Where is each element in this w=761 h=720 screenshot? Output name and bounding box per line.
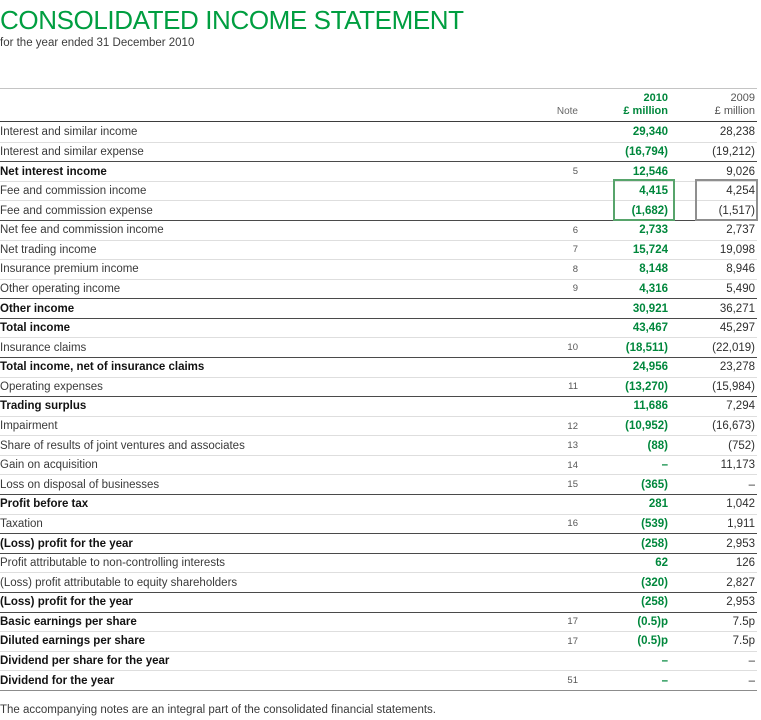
row-label: Insurance premium income [0,263,139,276]
table-row [0,533,757,553]
value-2010-cell: (258) [641,596,668,609]
table-row [0,200,757,220]
note-cell: 13 [567,440,578,452]
row-label: Gain on acquisition [0,459,98,472]
page-title: CONSOLIDATED INCOME STATEMENT [0,5,464,35]
row-label: Net fee and commission income [0,224,164,237]
row-label: Operating expenses [0,380,103,393]
table-row [0,514,757,534]
row-label: Diluted earnings per share [0,635,146,648]
table-row [0,494,757,514]
table-row [0,631,757,651]
row-label: (Loss) profit attributable to equity shareholders [0,576,238,589]
row-label: Interest and similar income [0,125,138,138]
note-cell: 10 [567,342,578,354]
table-row [0,474,757,494]
row-label: Share of results of joint ventures and associates [0,439,245,452]
value-2010-cell: (88) [647,439,668,452]
table-row [0,357,757,377]
value-2009-cell: 2,953 [726,596,755,609]
note-cell: 5 [572,166,578,178]
value-2010-cell: 4,415 [639,185,668,198]
value-2009-cell: 1,911 [727,517,755,530]
value-2009-cell: (752) [728,439,755,452]
value-2009-cell: – [748,674,755,687]
value-2010-cell: 62 [655,557,668,570]
value-2009-cell: 36,271 [719,302,755,315]
value-2010-cell: 30,921 [632,302,668,315]
value-2010-cell: – [661,459,668,472]
value-2009-cell: 7.5p [732,615,755,628]
value-2009-cell: 8,946 [726,263,755,276]
header-2010 [580,92,670,118]
row-label: Total income [0,322,71,335]
header-2009 [670,92,757,118]
value-2010-cell: 11,686 [633,400,668,413]
value-2009-cell: 2,737 [726,224,755,237]
row-label: (Loss) profit for the year [0,596,133,609]
table-row [0,181,757,201]
value-2010-cell: (16,794) [625,145,668,158]
table-body [0,122,757,691]
table-row [0,161,757,181]
row-label: Insurance claims [0,341,87,354]
value-2010-cell: 29,340 [632,125,668,138]
value-2009-cell: 2,827 [726,576,755,589]
document-header [0,0,761,49]
value-2009-cell: 126 [735,557,755,570]
value-2010-cell: (320) [641,576,668,589]
value-2009-cell: 45,297 [719,322,755,335]
value-2009-cell: 28,238 [719,125,755,138]
value-2009-cell: 11,173 [720,459,755,472]
value-2009-cell: (15,984) [712,380,755,393]
row-label: Net trading income [0,243,97,256]
value-2010-cell: (10,952) [625,420,668,433]
value-2009-cell: (16,673) [712,420,755,433]
row-label: Trading surplus [0,400,87,413]
table-row [0,670,757,690]
note-cell: 15 [567,479,578,491]
value-2010-cell: 43,467 [632,322,668,335]
row-label: Dividend for the year [0,674,115,687]
value-2010-cell: – [661,654,668,667]
value-2010-cell: 2,733 [639,224,668,237]
table-row [0,142,757,162]
table-row [0,612,757,632]
row-label: (Loss) profit for the year [0,537,133,550]
note-cell: 14 [567,459,578,471]
row-label: Profit before tax [0,498,89,511]
value-2009-cell: (1,517) [718,204,755,217]
table-row [0,337,757,357]
row-label: Interest and similar expense [0,145,144,158]
table-row [0,572,757,592]
note-cell: 12 [567,420,578,432]
row-label: Taxation [0,517,43,530]
row-label: Fee and commission income [0,185,147,198]
value-2009-cell: 2,953 [726,537,755,550]
row-label: Loss on disposal of businesses [0,478,160,491]
value-2010-cell: (0.5)p [637,635,668,648]
header-2009-year: 2009 [730,92,755,105]
note-cell: 51 [567,675,578,687]
footnote: The accompanying notes are an integral part of the consolidated financial statements. [0,703,436,716]
note-cell: 7 [572,244,578,256]
row-label: Dividend per share for the year [0,654,170,667]
row-label: Impairment [0,420,58,433]
value-2010-cell: 24,956 [632,361,668,374]
note-cell: 11 [568,381,578,393]
table-row [0,318,757,338]
header-2009-unit: £ million [714,105,755,118]
income-statement-table [0,88,757,691]
table-row [0,416,757,436]
table-row [0,279,757,299]
value-2010-cell: 281 [648,498,668,511]
value-2010-cell: (539) [641,517,668,530]
table-row [0,592,757,612]
note-cell: 8 [572,263,578,275]
table-row [0,553,757,573]
value-2010-cell: (13,270) [625,380,668,393]
table-row [0,298,757,318]
note-cell: 17 [567,635,578,647]
header-2010-unit: £ million [623,105,668,118]
row-label: Fee and commission expense [0,204,153,217]
table-row [0,259,757,279]
value-2009-cell: 9,026 [726,165,755,178]
note-cell: 6 [572,224,578,236]
value-2010-cell: – [661,674,668,687]
value-2010-cell: 15,724 [632,243,668,256]
row-label: Profit attributable to non-controlling interests [0,557,226,570]
table-row [0,396,757,416]
value-2010-cell: (18,511) [625,341,668,354]
table-row [0,220,757,240]
value-2009-cell: (22,019) [712,341,755,354]
table-row [0,122,757,142]
value-2009-cell: 7,294 [726,400,755,413]
note-cell: 17 [567,616,578,628]
page-subtitle: for the year ended 31 December 2010 [0,37,195,50]
value-2010-cell: 4,316 [639,282,668,295]
value-2009-cell: 7.5p [732,635,755,648]
note-cell: 16 [567,518,578,530]
value-2009-cell: 19,098 [719,243,755,256]
value-2009-cell: – [748,478,755,491]
table-header-row [0,88,757,122]
value-2009-cell: (19,212) [712,145,755,158]
value-2010-cell: 8,148 [639,263,668,276]
table-row [0,651,757,671]
value-2010-cell: (258) [641,537,668,550]
header-2010-year: 2010 [643,92,668,105]
value-2009-cell: 4,254 [726,185,755,198]
value-2010-cell: (1,682) [631,204,668,217]
table-row [0,377,757,397]
value-2010-cell: (0.5)p [637,615,668,628]
value-2009-cell: 1,042 [726,498,755,511]
header-note: Note [556,106,578,118]
row-label: Net interest income [0,165,107,178]
value-2010-cell: (365) [641,478,668,491]
table-row [0,435,757,455]
row-label: Total income, net of insurance claims [0,361,205,374]
table-row [0,455,757,475]
value-2010-cell: 12,546 [632,165,668,178]
value-2009-cell: 5,490 [726,282,755,295]
row-label: Other income [0,302,75,315]
note-cell: 9 [572,283,578,295]
row-label: Other operating income [0,282,121,295]
value-2009-cell: – [748,654,755,667]
row-label: Basic earnings per share [0,615,137,628]
value-2009-cell: 23,278 [719,361,755,374]
table-row [0,240,757,260]
